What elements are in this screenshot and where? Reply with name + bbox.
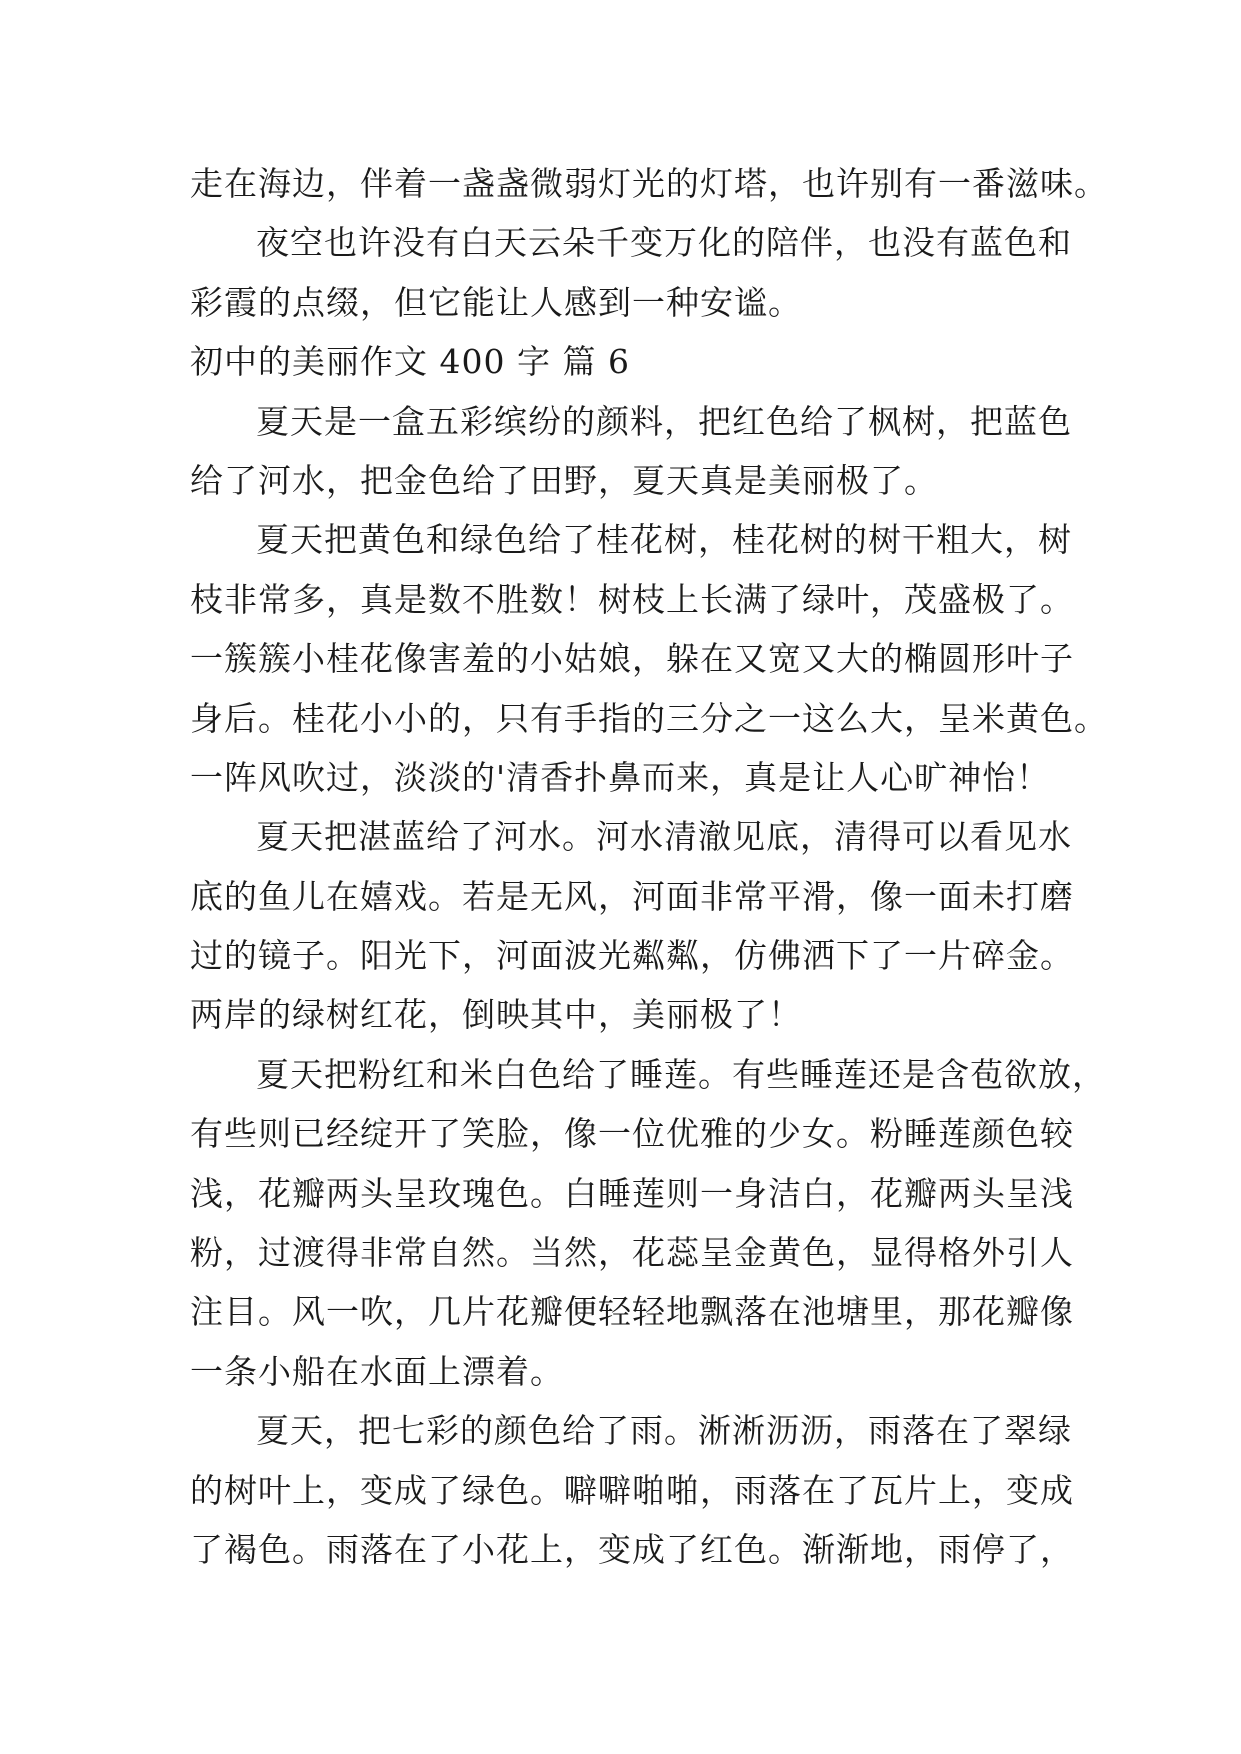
text-line: 夜空也许没有白天云朵千变万化的陪伴，也没有蓝色和 [256, 223, 1072, 263]
text-line: 夏天把黄色和绿色给了桂花树，桂花树的树干粗大，树 [256, 520, 1072, 560]
text-line: 浅，花瓣两头呈玫瑰色。白睡莲则一身洁白，花瓣两头呈浅 [190, 1173, 1074, 1213]
text-line: 注目。风一吹，几片花瓣便轻轻地飘落在池塘里，那花瓣像 [190, 1292, 1074, 1332]
document-body [190, 154, 1108, 1579]
text-line: 了褐色。雨落在了小花上，变成了红色。渐渐地，雨停了， [190, 1529, 1074, 1569]
text-line: 两岸的绿树红花，倒映其中，美丽极了！ [190, 995, 802, 1035]
text-line: 夏天把粉红和米白色给了睡莲。有些睡莲还是含苞欲放， [256, 1054, 1106, 1094]
text-line: 粉，过渡得非常自然。当然，花蕊呈金黄色，显得格外引人 [190, 1233, 1074, 1273]
text-line: 身后。桂花小小的，只有手指的三分之一这么大，呈米黄色。 [190, 698, 1108, 738]
text-line: 夏天把湛蓝给了河水。河水清澈见底，清得可以看见水 [256, 817, 1072, 857]
text-line: 一簇簇小桂花像害羞的小姑娘，躲在又宽又大的椭圆形叶子 [190, 639, 1074, 679]
text-line: 一阵风吹过，淡淡的'清香扑鼻而来，真是让人心旷神怡！ [190, 757, 1051, 797]
text-line: 彩霞的点缀，但它能让人感到一种安谧。 [190, 282, 802, 322]
text-line: 夏天，把七彩的颜色给了雨。淅淅沥沥，雨落在了翠绿 [256, 1411, 1072, 1451]
text-line: 夏天是一盒五彩缤纷的颜料，把红色给了枫树，把蓝色 [256, 401, 1072, 441]
text-line: 有些则已经绽开了笑脸，像一位优雅的少女。粉睡莲颜色较 [190, 1114, 1074, 1154]
text-line: 一条小船在水面上漂着。 [190, 1351, 564, 1391]
text-line: 给了河水，把金色给了田野，夏天真是美丽极了。 [190, 460, 938, 500]
text-line: 过的镜子。阳光下，河面波光粼粼，仿佛洒下了一片碎金。 [190, 936, 1074, 976]
text-line: 底的鱼儿在嬉戏。若是无风，河面非常平滑，像一面未打磨 [190, 876, 1074, 916]
text-line: 枝非常多，真是数不胜数！树枝上长满了绿叶，茂盛极了。 [190, 579, 1074, 619]
section-heading: 初中的美丽作文 400 字 篇 6 [190, 342, 630, 382]
text-line: 的树叶上，变成了绿色。噼噼啪啪，雨落在了瓦片上，变成 [190, 1470, 1074, 1510]
text-line: 走在海边，伴着一盏盏微弱灯光的灯塔，也许别有一番滋味。 [190, 164, 1108, 203]
